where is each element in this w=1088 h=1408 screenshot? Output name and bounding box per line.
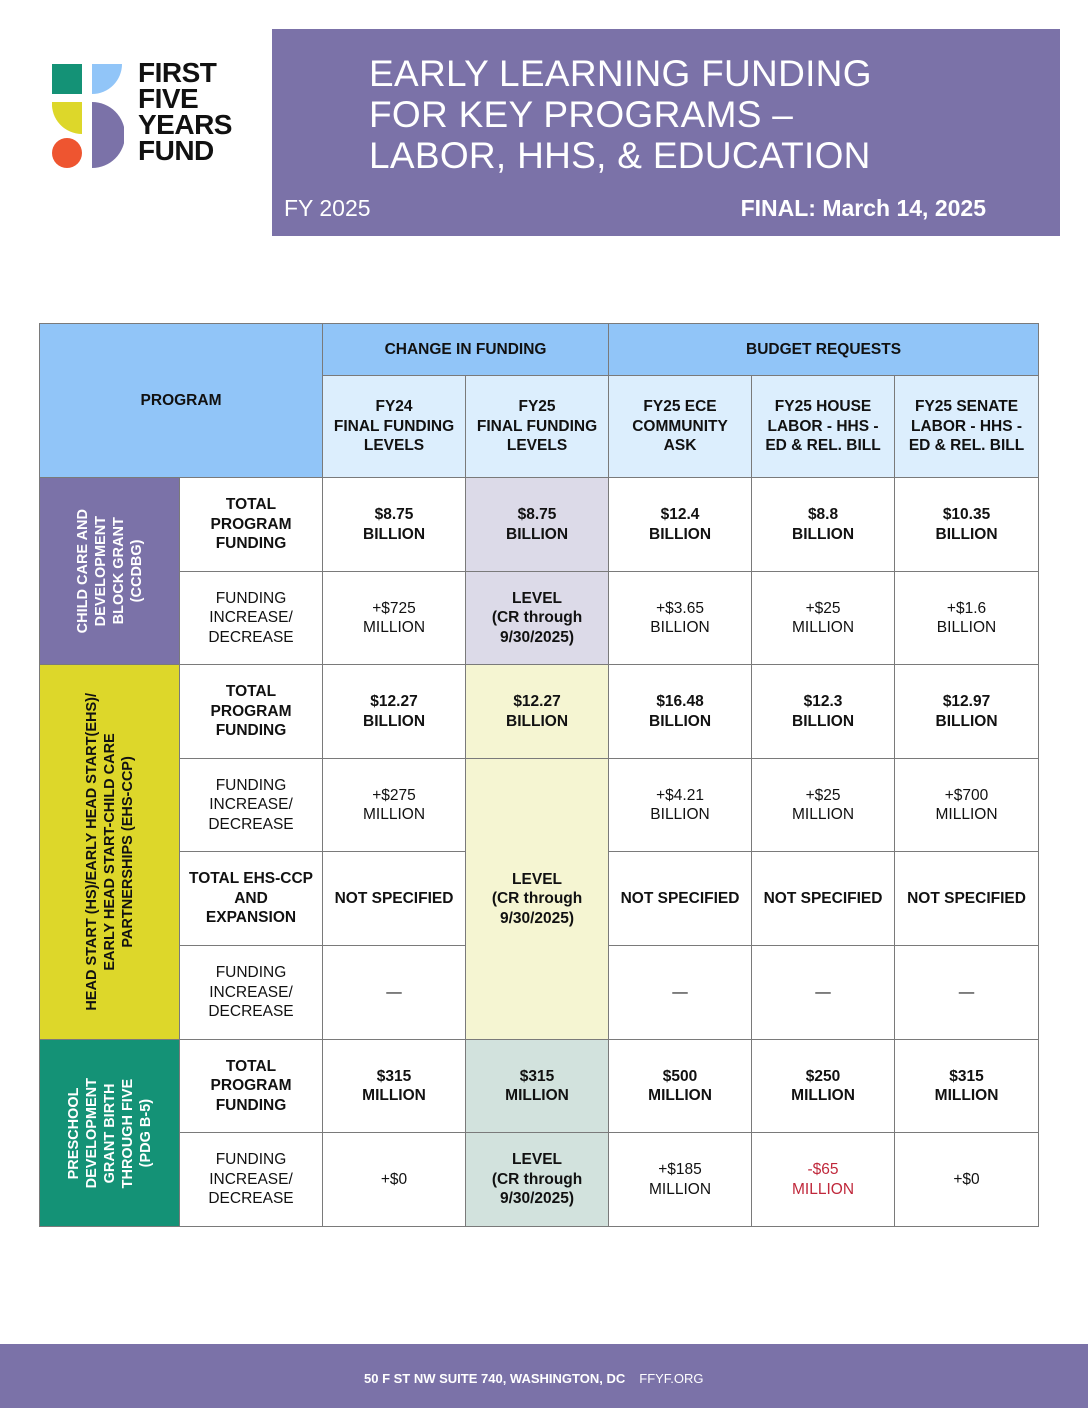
row-label: FUNDING INCREASE/ DECREASE: [180, 759, 323, 852]
program-name: PRESCHOOL DEVELOPMENT GRANT BIRTH THROUGH FIVE (PDG B-5): [65, 1077, 154, 1189]
footer: [0, 1344, 1088, 1408]
cell: +$0: [895, 1133, 1039, 1227]
cell: $250 MILLION: [752, 1040, 895, 1133]
cell: LEVEL (CR through 9/30/2025): [466, 572, 609, 665]
logo: [52, 57, 252, 174]
cell: NOT SPECIFIED: [323, 852, 466, 946]
table-row: [40, 478, 1039, 572]
row-label: TOTAL PROGRAM FUNDING: [180, 478, 323, 572]
cell: $8.75 BILLION: [466, 478, 609, 572]
cell: +$3.65 BILLION: [609, 572, 752, 665]
cell: $315 MILLION: [323, 1040, 466, 1133]
row-label: FUNDING INCREASE/ DECREASE: [180, 1133, 323, 1227]
budget-requests-header: BUDGET REQUESTS: [609, 324, 1039, 376]
logo-line: FIRST: [138, 57, 217, 88]
cell: $500 MILLION: [609, 1040, 752, 1133]
cell: $12.27 BILLION: [466, 665, 609, 759]
logo-line: FIVE: [138, 83, 199, 114]
title-line: EARLY LEARNING FUNDING: [369, 53, 872, 94]
cell: —: [752, 946, 895, 1040]
col-header: FY25 ECE COMMUNITY ASK: [609, 376, 752, 478]
cell: LEVEL (CR through 9/30/2025): [466, 759, 609, 1040]
page-title: [369, 53, 872, 176]
cell: +$725 MILLION: [323, 572, 466, 665]
col-header: FY25 FINAL FUNDING LEVELS: [466, 376, 609, 478]
program-header: PROGRAM: [40, 324, 323, 478]
program-name: CHILD CARE AND DEVELOPMENT BLOCK GRANT (CCDBG): [74, 508, 145, 634]
cell: $12.27 BILLION: [323, 665, 466, 759]
program-pdg: [40, 1040, 180, 1227]
cell: +$1.6 BILLION: [895, 572, 1039, 665]
funding-table: [39, 323, 1039, 1227]
col-header: FY25 HOUSE LABOR - HHS - ED & REL. BILL: [752, 376, 895, 478]
logo-wordmark: [138, 57, 232, 166]
program-head-start: [40, 665, 180, 1040]
cell: +$185 MILLION: [609, 1133, 752, 1227]
cell-decrease: -$65 MILLION: [752, 1133, 895, 1227]
cell: LEVEL (CR through 9/30/2025): [466, 1133, 609, 1227]
cell: +$275 MILLION: [323, 759, 466, 852]
table-row: [40, 572, 1039, 665]
table-row: [40, 759, 1039, 852]
cell: $8.75 BILLION: [323, 478, 466, 572]
cell: $12.3 BILLION: [752, 665, 895, 759]
cell: +$700 MILLION: [895, 759, 1039, 852]
cell: +$25 MILLION: [752, 572, 895, 665]
cell: +$25 MILLION: [752, 759, 895, 852]
footer-address-line: [364, 1371, 704, 1386]
footer-address: 50 F ST NW SUITE 740, WASHINGTON, DC: [364, 1371, 626, 1386]
header-banner: [272, 29, 1060, 236]
cell: $315 MILLION: [466, 1040, 609, 1133]
cell: $315 MILLION: [895, 1040, 1039, 1133]
table-row: [40, 665, 1039, 759]
logo-mark-icon: [52, 64, 124, 168]
cell: —: [895, 946, 1039, 1040]
row-label: FUNDING INCREASE/ DECREASE: [180, 946, 323, 1040]
program-name: HEAD START (HS)/EARLY HEAD START(EHS)/ EARLY HEAD START-CHILD CARE PARTNERSHIPS (EHS-CCP): [83, 693, 136, 1011]
table-row: [40, 1133, 1039, 1227]
cell: $10.35 BILLION: [895, 478, 1039, 572]
cell: —: [609, 946, 752, 1040]
logo-line: YEARS: [138, 109, 232, 140]
footer-website[interactable]: FFYF.ORG: [639, 1371, 704, 1386]
program-ccdbg: [40, 478, 180, 665]
cell: NOT SPECIFIED: [752, 852, 895, 946]
cell: +$0: [323, 1133, 466, 1227]
fiscal-year: FY 2025: [284, 195, 371, 221]
row-label: TOTAL EHS-CCP AND EXPANSION: [180, 852, 323, 946]
row-label: FUNDING INCREASE/ DECREASE: [180, 572, 323, 665]
final-date: FINAL: March 14, 2025: [740, 195, 986, 221]
cell: $8.8 BILLION: [752, 478, 895, 572]
logo-line: FUND: [138, 135, 214, 166]
cell: $16.48 BILLION: [609, 665, 752, 759]
row-label: TOTAL PROGRAM FUNDING: [180, 665, 323, 759]
title-line: LABOR, HHS, & EDUCATION: [369, 135, 871, 176]
cell: NOT SPECIFIED: [895, 852, 1039, 946]
cell: $12.4 BILLION: [609, 478, 752, 572]
cell: +$4.21 BILLION: [609, 759, 752, 852]
cell: NOT SPECIFIED: [609, 852, 752, 946]
col-header: FY24 FINAL FUNDING LEVELS: [323, 376, 466, 478]
table-row: [40, 1040, 1039, 1133]
row-label: TOTAL PROGRAM FUNDING: [180, 1040, 323, 1133]
change-in-funding-header: CHANGE IN FUNDING: [323, 324, 609, 376]
cell: —: [323, 946, 466, 1040]
col-header: FY25 SENATE LABOR - HHS - ED & REL. BILL: [895, 376, 1039, 478]
cell: $12.97 BILLION: [895, 665, 1039, 759]
title-line: FOR KEY PROGRAMS –: [369, 94, 794, 135]
